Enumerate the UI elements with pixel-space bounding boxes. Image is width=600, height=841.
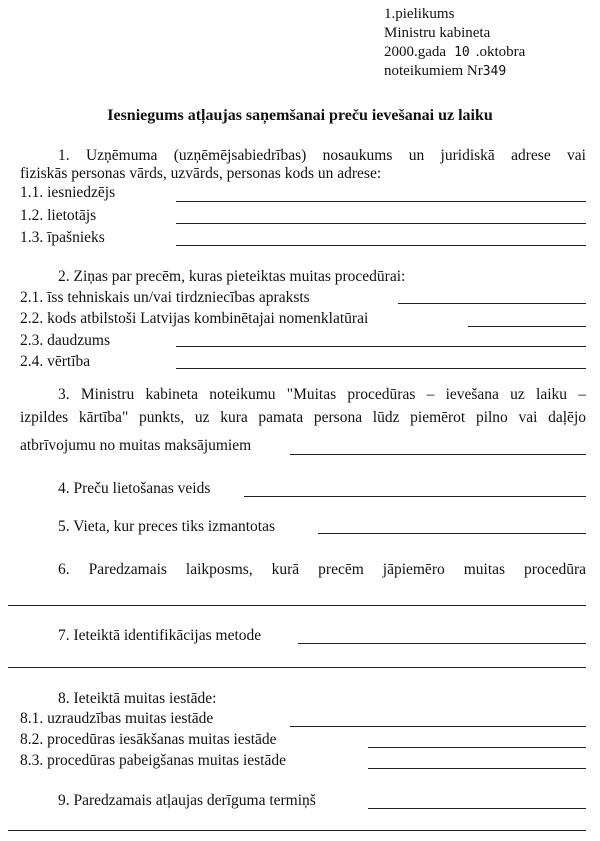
s8-heading: 8. Ieteiktā muitas iestāde: — [58, 690, 217, 707]
s8-item-start: 8.2. procedūras iesākšanas muitas iestāde — [20, 731, 277, 748]
s5-place-field[interactable] — [318, 533, 586, 534]
s1-item-user: 1.2. lietotājs — [20, 207, 97, 224]
s1-item-owner: 1.3. īpašnieks — [20, 229, 105, 246]
date-prefix: 2000.gada — [384, 44, 447, 60]
s2-code-field[interactable] — [468, 326, 586, 327]
s3-line3: atbrīvojumu no muitas maksājumiem — [20, 437, 252, 454]
s2-item-value: 2.4. vērtība — [20, 353, 91, 370]
s2-value-field[interactable] — [176, 368, 586, 369]
s6-period-field[interactable] — [8, 605, 586, 606]
date-day: 10 — [454, 45, 470, 60]
s9-validity-field[interactable] — [368, 808, 586, 809]
s7-method-field-extra[interactable] — [8, 667, 586, 668]
s2-item-quantity: 2.3. daudzums — [20, 332, 110, 349]
s1-text-line2: fiziskās personas vārds, uzvārds, personas kods un adrese: — [20, 165, 382, 182]
s1-owner-field[interactable] — [176, 245, 586, 246]
s1-applicant-field[interactable] — [176, 201, 586, 202]
s2-quantity-field[interactable] — [176, 346, 586, 347]
s3-paragraph-field[interactable] — [290, 454, 586, 455]
date-line — [384, 43, 525, 62]
s2-description-field[interactable] — [398, 303, 586, 304]
s2-heading: 2. Ziņas par precēm, kuras pieteiktas muitas procedūrai: — [58, 268, 406, 285]
date-suffix: .oktobra — [475, 44, 526, 60]
document-title: Iesniegums atļaujas saņemšanai preču ievešanai uz laiku — [107, 107, 493, 124]
rules-line — [384, 62, 525, 81]
s5-usage-place: 5. Vieta, kur preces tiks izmantotas — [58, 518, 276, 535]
rules-prefix: noteikumiem Nr — [384, 63, 483, 79]
rules-number: 349 — [482, 64, 507, 79]
s3-line2: izpildes kārtība" punkts, uz kura pamata persona lūdz piemērot pilno vai daļējo — [20, 409, 586, 426]
cabinet-label: Ministru kabineta — [384, 25, 491, 41]
s2-item-description: 2.1. īss tehniskais un/vai tirdzniecības apraksts — [20, 289, 310, 306]
s8-item-end: 8.3. procedūras pabeigšanas muitas iestāde — [20, 752, 286, 769]
s1-user-field[interactable] — [176, 223, 586, 224]
s7-identification-method: 7. Ieteiktā identifikācijas metode — [58, 627, 262, 644]
s1-text-line1: 1. Uzņēmuma (uzņēmējsabiedrības) nosaukums un juridiskā adrese vai — [58, 147, 586, 164]
s3-line1: 3. Ministru kabineta noteikumu "Muitas procedūras – ievešana uz laiku – — [58, 386, 586, 403]
s8-item-supervising: 8.1. uzraudzības muitas iestāde — [20, 710, 214, 727]
annex-label: 1.pielikums — [384, 6, 455, 22]
s8-end-field[interactable] — [368, 768, 586, 769]
s1-item-applicant: 1.1. iesniedzējs — [20, 184, 116, 201]
s9-validity-field-extra[interactable] — [8, 830, 586, 831]
s8-supervising-field[interactable] — [290, 726, 586, 727]
s7-method-field[interactable] — [298, 643, 586, 644]
s6-period: 6. Paredzamais laikposms, kurā precēm jāpiemēro muitas procedūra — [58, 561, 586, 578]
s4-usage-type: 4. Preču lietošanas veids — [58, 480, 211, 497]
s2-item-code: 2.2. kods atbilstoši Latvijas kombinētajai nomenklatūrai — [20, 310, 369, 327]
s8-start-field[interactable] — [368, 747, 586, 748]
annex-header — [384, 5, 525, 81]
s9-validity-term: 9. Paredzamais atļaujas derīguma termiņš — [58, 792, 316, 809]
s4-usage-field[interactable] — [244, 496, 586, 497]
